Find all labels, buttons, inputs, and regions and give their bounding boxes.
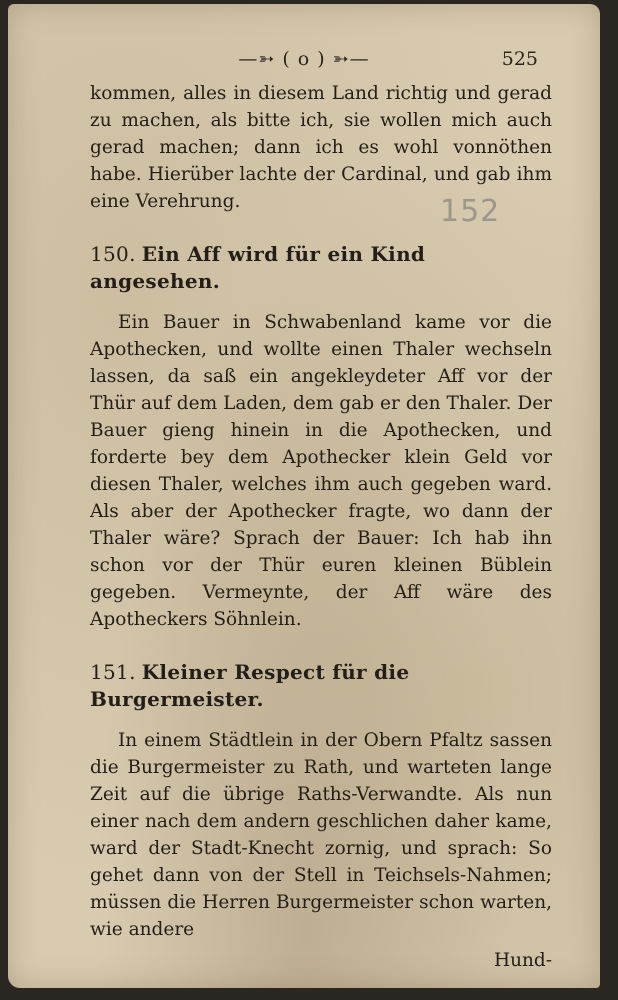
- story-151-heading: [90, 659, 552, 713]
- story-150-heading: [90, 241, 552, 295]
- continuation-paragraph: kommen, alles in diesem Land richtig und gerad zu machen, als bitte ich, sie wollen mich auch gerad machen; dann ich es wohl vonnöthen habe. Hierüber lachte der Cardinal, und gab ihm eine Verehrung.: [90, 83, 552, 212]
- story-151-text: In einem Städtlein in der Obern Pfaltz sassen die Burgermeister zu Rath, und warteten lange Zeit auf die übrige Raths-Verwandte. Als nun einer nach dem andern geschlichen daher kame, ward der Stadt-Knecht zornig, und sprach: So gehet dann von der Stell in Teichsels-Nahmen; müssen die Herren Burgermeister schon warten, wie andere: [90, 730, 552, 940]
- story-150-number: 150.: [90, 242, 136, 266]
- handwritten-number: 152: [440, 194, 501, 229]
- running-head: —➳ ( o ) ➳—: [238, 48, 370, 70]
- text-body: [90, 80, 552, 974]
- page-number: 525: [501, 48, 538, 70]
- story-150-text: Ein Bauer in Schwabenland kame vor die Apothecken, und wollte einen Thaler wechseln lassen, da saß ein angekleydeter Aff vor der Thür auf dem Laden, dem gab er den Thaler. Der Bauer gieng hinein in die Apothecken, und forderte bey dem Apothecker klein Geld vor diesen Thaler, welches ihm auch gegeben ward. Als aber der Apothecker fragte, wo dann der Thaler wäre? Sprach der Bauer: Ich hab ihn schon vor der Thür euren kleinen Büblein gegeben. Vermeynte, der Aff wäre des Apotheckers Söhnlein.: [90, 312, 552, 630]
- story-151-number: 151.: [90, 660, 136, 684]
- story-150-title: Ein Aff wird für ein Kind angesehen.: [90, 242, 426, 293]
- book-page: [8, 4, 600, 988]
- catchword: Hund-: [493, 950, 552, 971]
- story-151-title: Kleiner Respect für die Burgermeister.: [90, 660, 410, 711]
